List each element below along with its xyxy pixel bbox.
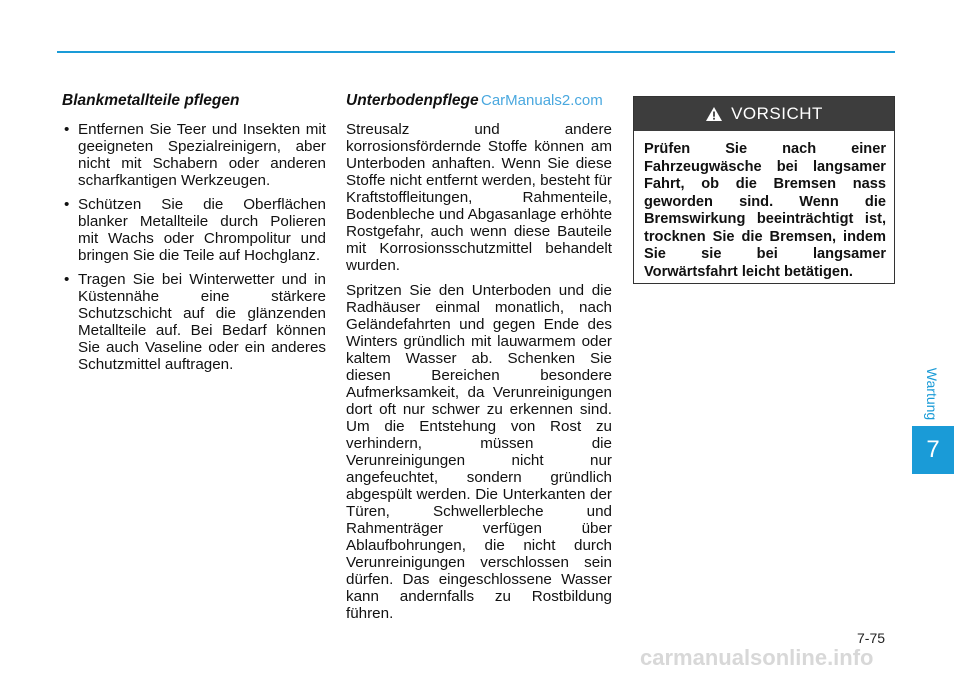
- column-middle: [346, 92, 612, 630]
- section-side-label: [920, 360, 944, 428]
- bullet-item: • Schützen Sie die Oberflächen blanker Metallteile durch Polieren mit Wachs oder Chrompolitur und bringen Sie die Teile auf Hochglanz.: [62, 196, 326, 264]
- caution-box: [633, 96, 895, 284]
- caution-header: [634, 97, 894, 131]
- bullet-item: • Entfernen Sie Teer und Insekten mit geeigneten Spezialreinigern, aber nicht mit Schabern oder anderen scharfkantigen Werkzeugen.: [62, 121, 326, 189]
- chapter-number: 7: [926, 436, 940, 463]
- bullet-item: • Tragen Sie bei Winterwetter und in Küstennähe eine stärkere Schutzschicht auf die glänzenden Metallteile auf. Bei Bedarf können Sie auch Vaseline oder ein anderes Schutzmittel auftragen.: [62, 271, 326, 373]
- caution-text: Prüfen Sie nach einer Fahrzeugwäsche bei langsamer Fahrt, ob die Bremsen nass geworden sind. Wenn die Bremswirkung beeinträchtigt ist, trocknen Sie die Bremsen, indem Sie sie bei langsamer Vorwärtsfahrt leicht betätigen.: [644, 141, 886, 280]
- section-heading-unterbodenpflege: Unterbodenpflege: [346, 92, 479, 109]
- warning-triangle-icon: [705, 106, 723, 122]
- section-name: Wartung: [924, 367, 941, 421]
- caution-title: VORSICHT: [731, 104, 823, 123]
- paragraph: Spritzen Sie den Unterboden und die Radhäuser einmal monatlich, nach Geländefahrten und gegen Ende des Winters gründlich mit lauwarmem oder kaltem Wasser ab. Schenken Sie diesen Bereichen besondere Aufmerksamkeit, da Verunreinigungen dort oft nur schwer zu erkennen sind. Um die Entstehung von Rost zu verhindern, müssen die Verunreinigungen nicht nur angefeuchtet, sondern gründlich abgespült werden. Die Unterkanten der Türen, Schwellerbleche und Rahmenträger verfügen über Ablaufbohrungen, die nicht durch Verunreinigungen verschlossen sein dürfen. Das eingeschlossene Wasser kann andernfalls zu Rostbildung führen.: [346, 282, 612, 622]
- chapter-tab: [912, 426, 954, 474]
- section-heading-blankmetallteile: Blankmetallteile pflegen: [62, 92, 240, 109]
- paragraph: Streusalz und andere korrosionsfördernde Stoffe können am Unterboden anhaften. Wenn Sie diese Stoffe nicht entfernt werden, besteht für Kraftstoffleitungen, Rahmenteile, Bodenbleche und Abgasanlage erhöhte Rostgefahr, auch wenn diese Bauteile mit Korrosionsschutzmittel behandelt wurden.: [346, 121, 613, 274]
- footer-watermark: carmanualsonline.info: [640, 645, 874, 670]
- watermark-carmanuals2: CarManuals2.com: [481, 92, 603, 109]
- bullet-list: [62, 121, 326, 373]
- top-rule: [57, 51, 895, 53]
- column-left: [62, 92, 326, 380]
- page-number: 7-75: [857, 630, 886, 646]
